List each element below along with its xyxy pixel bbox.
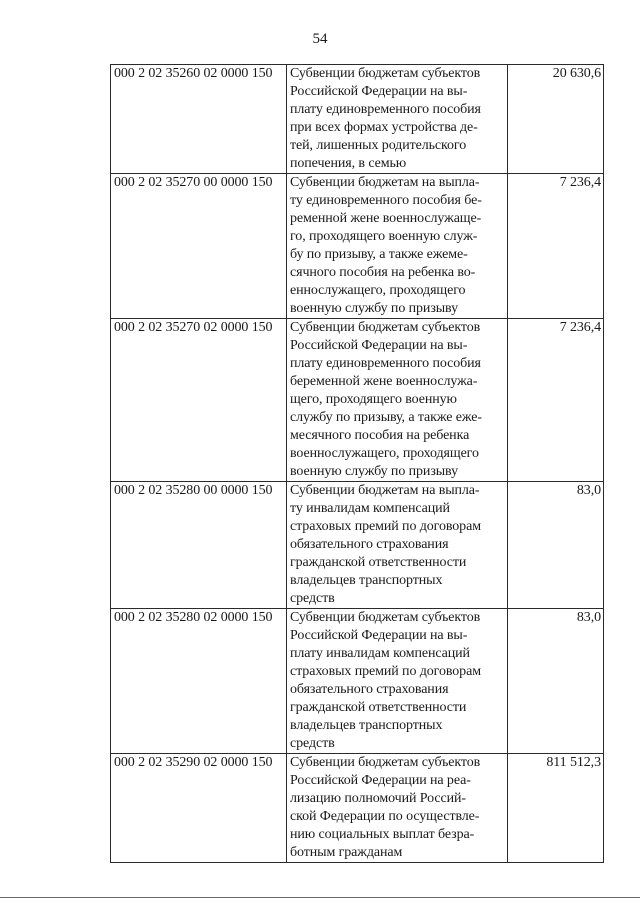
table-row [111, 482, 604, 609]
classification-code: 000 2 02 35290 02 0000 150 [111, 754, 287, 863]
classification-code: 000 2 02 35270 00 0000 150 [111, 174, 287, 319]
classification-code: 000 2 02 35270 02 0000 150 [111, 319, 287, 482]
income-description: Субвенции бюджетам субъектов Российской Федерации на вы- плату единовременного пособия при всех формах устройства де- тей, лишенных родительского попечения, в семью [287, 65, 508, 174]
amount-value: 20 630,6 [508, 65, 604, 174]
page-bottom-divider [0, 897, 640, 898]
income-description: Субвенции бюджетам субъектов Российской Федерации на реа- лизацию полномочий Россий- ской Федерации по осуществле- нию социальных выплат безра- ботным гражданам [287, 754, 508, 863]
table-row [111, 609, 604, 754]
table-row [111, 174, 604, 319]
amount-value: 83,0 [508, 609, 604, 754]
amount-value: 7 236,4 [508, 174, 604, 319]
income-description: Субвенции бюджетам на выпла- ту единовременного пособия бе- ременной жене военнослужаще- го, проходящего военную служ- бу по призыву, а также ежеме- сячного пособия на ребенка во- еннослужащего, проходящего военную службу по призыву [287, 174, 508, 319]
table-row [111, 65, 604, 174]
table-row [111, 754, 604, 863]
amount-value: 7 236,4 [508, 319, 604, 482]
income-description: Субвенции бюджетам субъектов Российской Федерации на вы- плату инвалидам компенсаций страховых премий по договорам обязательного страхования гражданской ответственности владельцев транспортных средств [287, 609, 508, 754]
classification-code: 000 2 02 35260 02 0000 150 [111, 65, 287, 174]
table-row [111, 319, 604, 482]
income-description: Субвенции бюджетам на выпла- ту инвалидам компенсаций страховых премий по договорам обязательного страхования гражданской ответственности владельцев транспортных средств [287, 482, 508, 609]
classification-code: 000 2 02 35280 02 0000 150 [111, 609, 287, 754]
income-description: Субвенции бюджетам субъектов Российской Федерации на вы- плату единовременного пособия беременной жене военнослужа- щего, проходящего военную службу по призыву, а также еже- месячного пособия на ребенка военнослужащего, проходящего военную службу по призыву [287, 319, 508, 482]
page-number: 54 [312, 31, 328, 47]
budget-table [110, 64, 604, 863]
amount-value: 83,0 [508, 482, 604, 609]
classification-code: 000 2 02 35280 00 0000 150 [111, 482, 287, 609]
amount-value: 811 512,3 [508, 754, 604, 863]
